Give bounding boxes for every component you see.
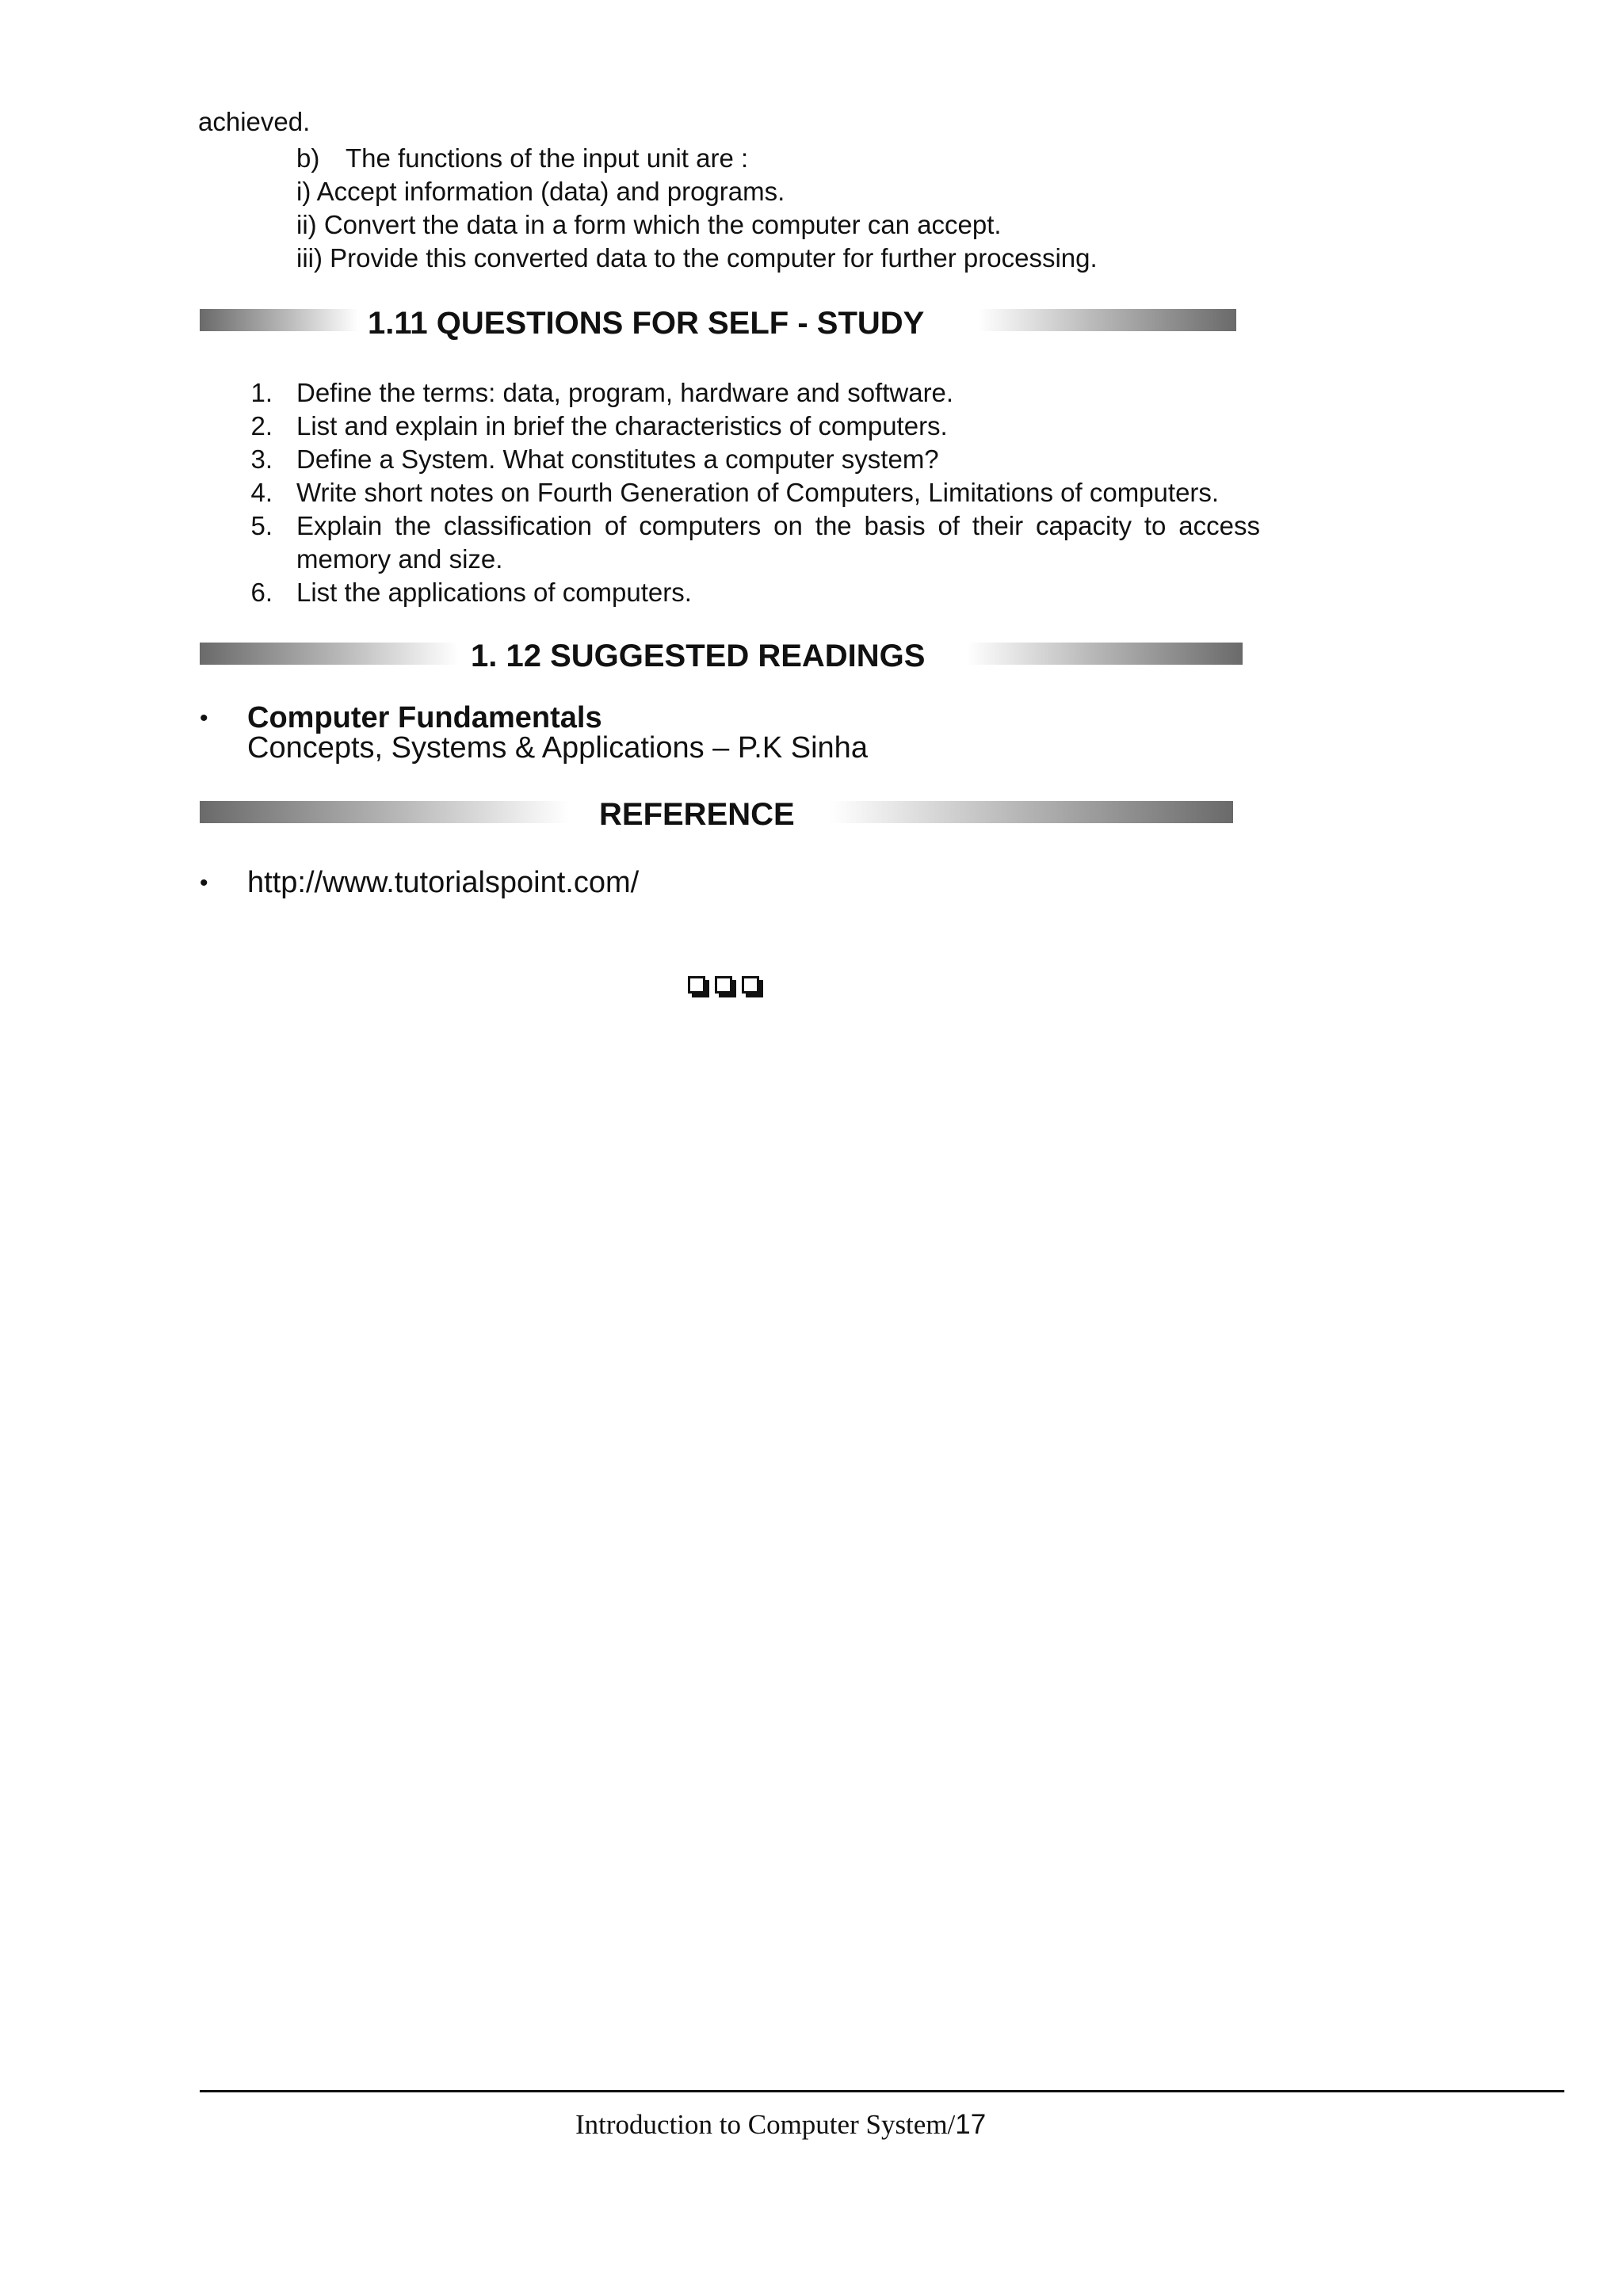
bullet-icon: • (200, 705, 208, 731)
question-text: Explain the classification of computers on the basis of their capacity to access (296, 511, 1260, 540)
heading-bar-left (200, 801, 569, 823)
list-item-marker: b) (296, 143, 320, 173)
list-item-text: The functions of the input unit are : (346, 143, 749, 173)
section-heading: REFERENCE (599, 797, 795, 832)
question-number: 2. (250, 411, 273, 441)
question-text: Define the terms: data, program, hardware and software. (296, 378, 954, 407)
question-text: List the applications of computers. (296, 578, 692, 607)
book-title: Computer Fundamentals (247, 701, 602, 734)
footer (575, 2109, 986, 2141)
question-text: Define a System. What constitutes a computer system? (296, 444, 939, 474)
heading-bar-right (978, 309, 1236, 331)
footer-title: Introduction to Computer System/ (575, 2109, 956, 2140)
sub-list-item: ii) Convert the data in a form which the computer can accept. (296, 210, 1002, 239)
continuation-text: achieved. (198, 107, 311, 136)
question-number: 4. (250, 478, 273, 507)
heading-bar-left (200, 309, 358, 331)
question-text: List and explain in brief the characteristics of computers. (296, 411, 948, 441)
sub-list-item: iii) Provide this converted data to the computer for further processing. (296, 243, 1098, 273)
page-number: 17 (955, 2109, 987, 2140)
square-icon (715, 976, 732, 994)
reference-url: http://www.tutorialspoint.com/ (247, 866, 640, 899)
book-detail: Concepts, Systems & Applications – P.K Sinha (247, 731, 868, 765)
question-number: 1. (250, 378, 273, 407)
heading-bar-right (831, 801, 1233, 823)
square-icon (688, 976, 705, 994)
heading-bar-left (200, 643, 458, 665)
section-heading: 1. 12 SUGGESTED READINGS (471, 639, 926, 673)
question-number: 5. (250, 511, 273, 540)
square-icon (742, 976, 759, 994)
heading-bar-right (967, 643, 1243, 665)
bullet-icon: • (200, 870, 208, 896)
footer-rule (200, 2090, 1564, 2092)
question-text: Write short notes on Fourth Generation of Computers, Limitations of computers. (296, 478, 1220, 507)
end-of-chapter-squares-icon (688, 976, 769, 997)
section-heading: 1.11 QUESTIONS FOR SELF - STUDY (368, 306, 925, 341)
question-text-continued: memory and size. (296, 544, 503, 574)
question-number: 3. (250, 444, 273, 474)
sub-list-item: i) Accept information (data) and programs. (296, 177, 785, 206)
question-number: 6. (250, 578, 273, 607)
